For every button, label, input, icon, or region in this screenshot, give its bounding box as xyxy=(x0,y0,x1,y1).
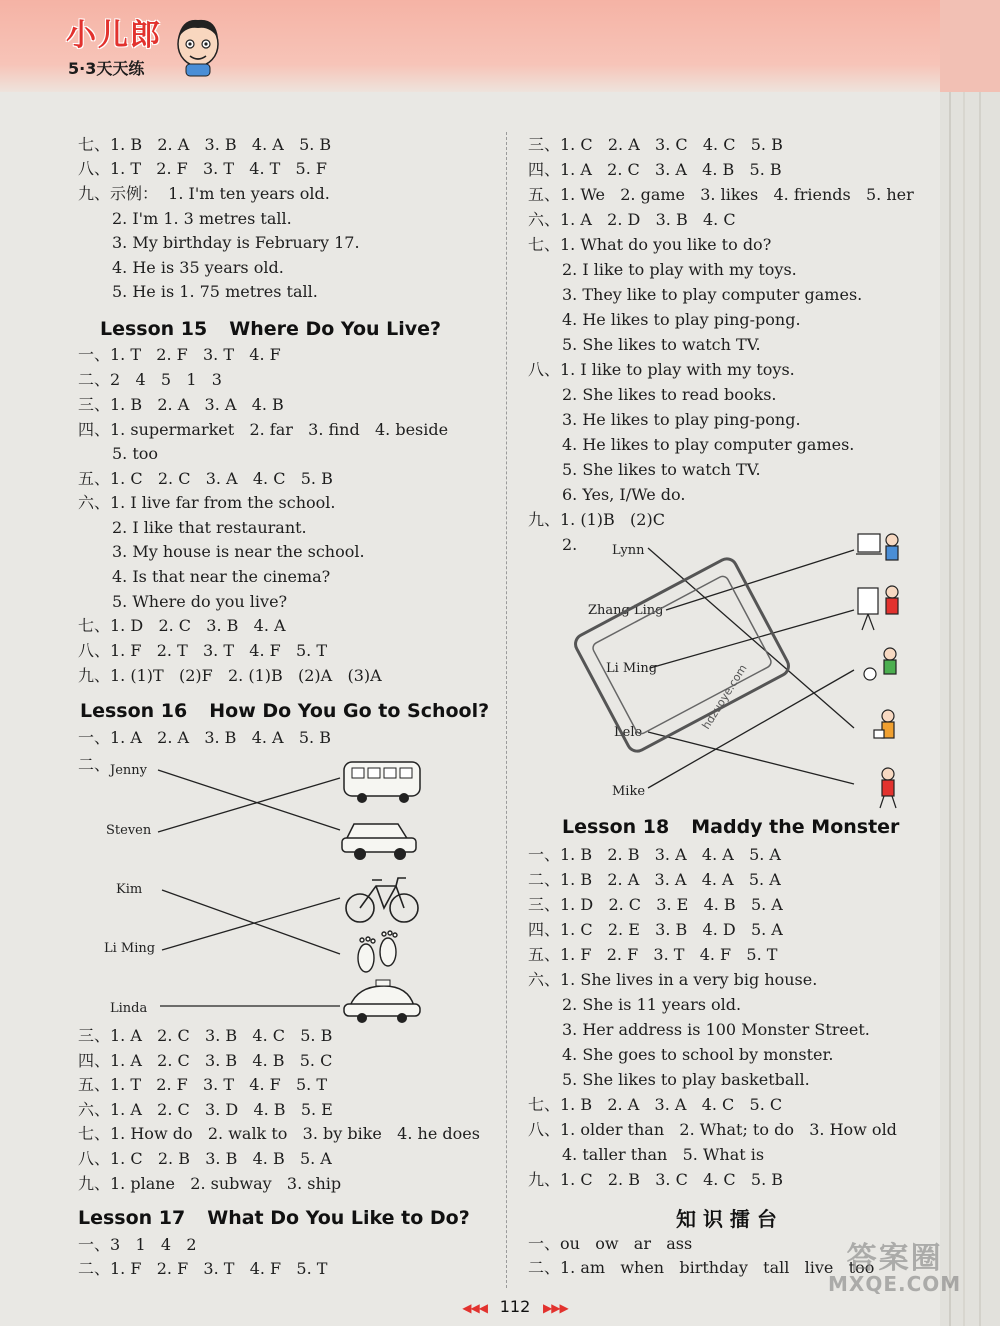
answer-line: 5. He is 1. 75 metres tall. xyxy=(112,282,318,301)
tv-child-icon xyxy=(880,768,896,808)
drawing-child-icon xyxy=(858,586,898,630)
answer-line: 九、1. (1)B (2)C xyxy=(528,510,665,529)
answer-line: 5. She likes to watch TV. xyxy=(562,460,761,479)
answer-line: 4. He likes to play computer games. xyxy=(562,435,855,454)
answer-line: 3. My house is near the school. xyxy=(112,542,365,561)
answer-line: 二、1. B 2. A 3. A 4. A 5. A xyxy=(528,870,781,889)
bus-icon xyxy=(344,762,420,803)
next-arrows-icon: ▶▶▶ xyxy=(543,1301,568,1315)
answer-line: 四、1. A 2. C 3. B 4. B 5. C xyxy=(78,1051,333,1070)
answer-line: 3. He likes to play ping-pong. xyxy=(562,410,801,429)
answer-line: 3. They like to play computer games. xyxy=(562,285,863,304)
answer-line: 一、1. B 2. B 3. A 4. A 5. A xyxy=(528,845,781,864)
answer-line: 九、示例： 1. I'm ten years old. xyxy=(78,184,330,203)
watermark-url: MXQE.COM xyxy=(828,1272,962,1296)
match-line xyxy=(648,548,854,728)
answer-line: 4. He is 35 years old. xyxy=(112,258,284,277)
answer-line: 三、1. C 2. A 3. C 4. C 5. B xyxy=(528,135,783,154)
answer-line: 六、1. A 2. C 3. D 4. B 5. E xyxy=(78,1100,333,1119)
match-line xyxy=(158,770,340,830)
answer-line: 2. I'm 1. 3 metres tall. xyxy=(112,209,292,228)
answer-line: 九、1. C 2. B 3. C 4. C 5. B xyxy=(528,1170,784,1189)
lesson-number: Lesson 15 xyxy=(100,318,208,340)
series-name: 5·3天天练 xyxy=(68,59,145,78)
answer-line: 九、1. plane 2. subway 3. ship xyxy=(78,1174,342,1193)
zhishi-leitai-heading: 知 识 擂 台 xyxy=(676,1207,777,1231)
page-footer xyxy=(430,1297,600,1316)
answer-line: 四、1. A 2. C 3. A 4. B 5. B xyxy=(528,160,782,179)
name-label: Li Ming xyxy=(606,661,658,676)
column-divider xyxy=(506,132,507,1288)
site-watermark xyxy=(828,1241,962,1296)
answer-line: 一、3 1 4 2 xyxy=(78,1235,197,1254)
name-label: Zhang Ling xyxy=(588,603,664,618)
page-edge-decoration xyxy=(940,0,1000,1326)
car-icon xyxy=(342,824,416,860)
answer-line: 6. Yes, I/We do. xyxy=(562,485,686,504)
mascot-icon xyxy=(172,14,224,78)
lesson-title: Maddy the Monster xyxy=(691,816,900,838)
answer-line: 2. xyxy=(562,535,578,554)
answer-line: 三、1. B 2. A 3. A 4. B xyxy=(78,395,284,414)
lesson-17-heading xyxy=(78,1207,470,1229)
answer-line: 2. She is 11 years old. xyxy=(562,995,742,1014)
answer-line: 三、1. A 2. C 3. B 4. C 5. B xyxy=(78,1026,333,1045)
answer-line: 5. too xyxy=(112,444,159,463)
name-label: Jenny xyxy=(110,763,147,778)
match-line xyxy=(158,778,340,832)
name-label: Li Ming xyxy=(104,941,156,956)
answer-line: 七、1. What do you like to do? xyxy=(528,235,772,254)
answer-line: 五、1. T 2. F 3. T 4. F 5. T xyxy=(78,1075,328,1094)
answer-line: 五、1. C 2. C 3. A 4. C 5. B xyxy=(78,469,333,488)
answer-line: 六、1. A 2. D 3. B 4. C xyxy=(528,210,736,229)
lesson-title: What Do You Like to Do? xyxy=(207,1207,470,1229)
name-label: Mike xyxy=(612,784,646,799)
lesson-title: Where Do You Live? xyxy=(229,318,442,340)
answer-line: 一、ou ow ar ass xyxy=(528,1234,693,1253)
answer-line: 七、1. D 2. C 3. B 4. A xyxy=(78,616,286,635)
match-line xyxy=(162,890,340,954)
answer-line: 七、1. How do 2. walk to 3. by bike 4. he does xyxy=(78,1124,480,1143)
answer-line: 4. taller than 5. What is xyxy=(562,1145,765,1164)
reading-child-icon xyxy=(874,710,894,738)
answer-line: 二、1. am when birthday tall live too xyxy=(528,1258,875,1277)
answer-line: 七、1. B 2. A 3. B 4. A 5. B xyxy=(78,135,332,154)
answer-line: 二、2 4 5 1 3 xyxy=(78,370,222,389)
name-label: Lele xyxy=(614,725,643,740)
answer-line: 六、1. I live far from the school. xyxy=(78,493,336,512)
lesson-number: Lesson 16 xyxy=(80,700,188,722)
transport-matching-diagram xyxy=(100,754,430,1024)
answer-line: 5. She likes to play basketball. xyxy=(562,1070,810,1089)
name-label: Linda xyxy=(110,1001,148,1016)
page-number: 112 xyxy=(499,1297,531,1316)
ball-child-icon xyxy=(864,648,896,680)
answer-line: 2. I like that restaurant. xyxy=(112,518,307,537)
match-line xyxy=(648,732,854,784)
answer-line: 一、1. T 2. F 3. T 4. F xyxy=(78,345,281,364)
answer-line: 二、1. F 2. F 3. T 4. F 5. T xyxy=(78,1259,328,1278)
bicycle-icon xyxy=(346,878,418,922)
answer-line: 五、1. F 2. F 3. T 4. F 5. T xyxy=(528,945,778,964)
answer-line: 九、1. (1)T (2)F 2. (1)B (2)A (3)A xyxy=(78,666,382,685)
answer-line: 八、1. C 2. B 3. B 4. B 5. A xyxy=(78,1149,332,1168)
answer-line: 三、1. D 2. C 3. E 4. B 5. A xyxy=(528,895,783,914)
answer-line: 七、1. B 2. A 3. A 4. C 5. C xyxy=(528,1095,783,1114)
answer-line: 八、1. older than 2. What; to do 3. How old xyxy=(528,1120,897,1139)
match-line xyxy=(650,610,854,668)
painting-child-icon xyxy=(856,534,898,560)
answer-line: 3. Her address is 100 Monster Street. xyxy=(562,1020,870,1039)
answer-line: 2. She likes to read books. xyxy=(562,385,777,404)
answer-line: 五、1. We 2. game 3. likes 4. friends 5. her xyxy=(528,185,914,204)
prev-arrows-icon: ◀◀◀ xyxy=(462,1301,487,1315)
answer-line: 八、1. F 2. T 3. T 4. F 5. T xyxy=(78,641,328,660)
hobby-matching-diagram xyxy=(558,530,913,810)
brand-logo: 小儿郎 xyxy=(66,18,162,53)
answer-line: 2. I like to play with my toys. xyxy=(562,260,797,279)
name-label: Kim xyxy=(116,882,143,897)
lesson-number: Lesson 17 xyxy=(78,1207,186,1229)
lesson-18-heading xyxy=(562,816,899,838)
stamp-text: hdzuoye.com xyxy=(699,662,750,732)
answer-line: 一、1. A 2. A 3. B 4. A 5. B xyxy=(78,728,331,747)
lesson-number: Lesson 18 xyxy=(562,816,670,838)
lesson-title: How Do You Go to School? xyxy=(209,700,490,722)
answer-line: 二、 xyxy=(78,755,111,774)
lesson-15-heading xyxy=(100,318,441,340)
watermark-title: 答案圈 xyxy=(846,1241,943,1276)
answer-line: 八、1. T 2. F 3. T 4. T 5. F xyxy=(78,159,328,178)
answer-line: 5. Where do you live? xyxy=(112,592,288,611)
answer-line: 四、1. supermarket 2. far 3. find 4. beside xyxy=(78,420,449,439)
answer-line: 六、1. She lives in a very big house. xyxy=(528,970,818,989)
answer-line: 八、1. I like to play with my toys. xyxy=(528,360,795,379)
name-label: Steven xyxy=(106,823,152,838)
footprints-icon xyxy=(358,931,397,972)
match-line xyxy=(162,898,340,950)
answer-line: 4. She goes to school by monster. xyxy=(562,1045,834,1064)
answer-line: 5. She likes to watch TV. xyxy=(562,335,761,354)
answer-line: 四、1. C 2. E 3. B 4. D 5. A xyxy=(528,920,783,939)
match-line xyxy=(666,550,854,610)
answer-line: 4. Is that near the cinema? xyxy=(112,567,331,586)
answer-line: 3. My birthday is February 17. xyxy=(112,233,360,252)
answer-line: 4. He likes to play ping-pong. xyxy=(562,310,801,329)
name-label: Lynn xyxy=(612,543,645,558)
taxi-icon xyxy=(344,980,420,1023)
lesson-16-heading xyxy=(80,700,489,722)
